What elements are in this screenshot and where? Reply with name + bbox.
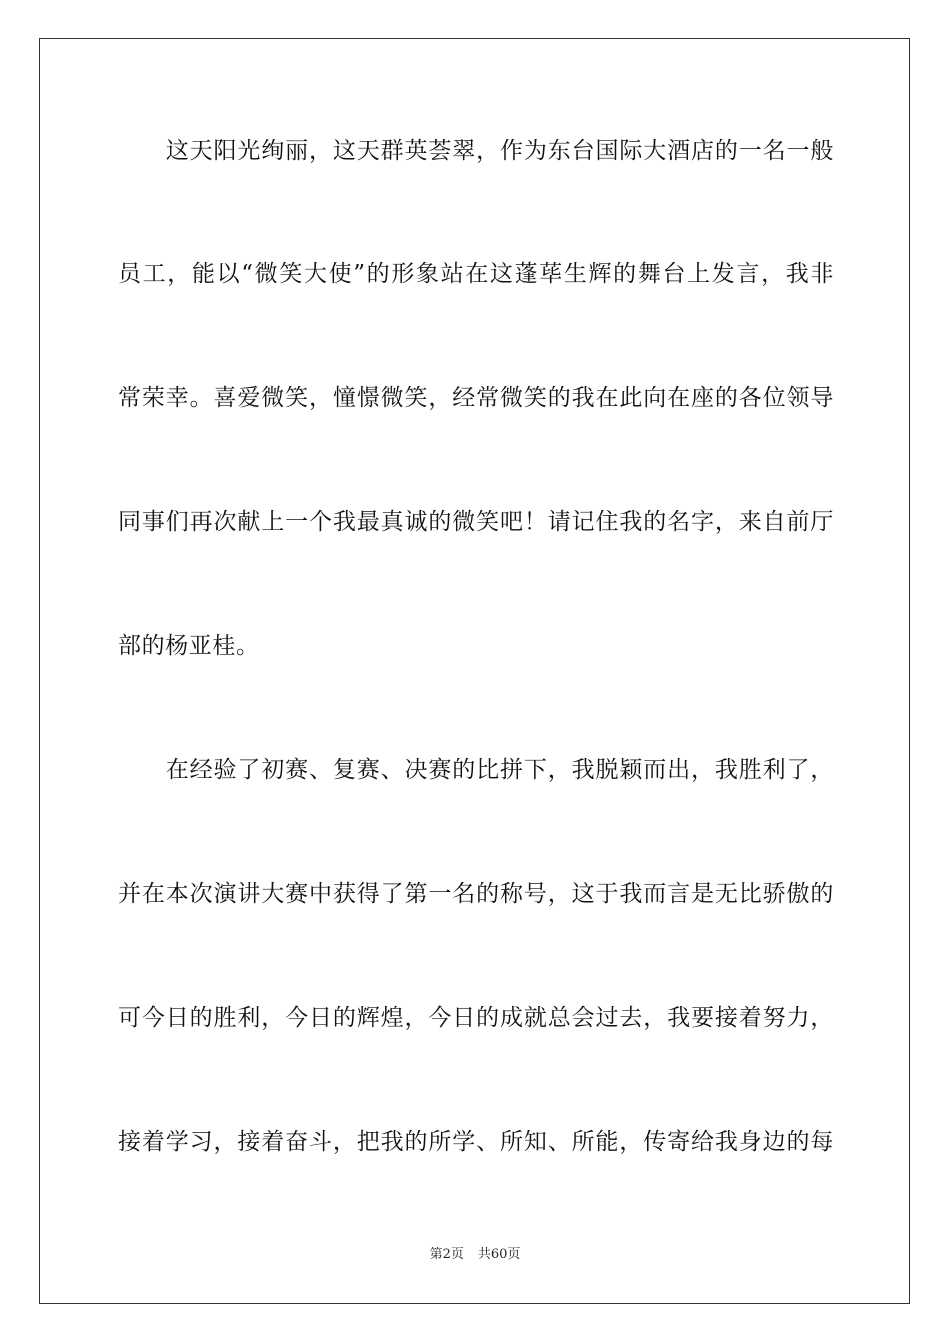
text-line-1: 这天阳光绚丽，这天群英荟翠，作为东台国际大酒店的一名一般 bbox=[118, 138, 834, 164]
text-line-2: 员工，能以“微笑大使”的形象站在这蓬荜生辉的舞台上发言，我非 bbox=[118, 261, 834, 287]
page-footer bbox=[0, 1247, 950, 1263]
text-line-8: 可今日的胜利，今日的辉煌，今日的成就总会过去，我要接着努力， bbox=[118, 1005, 834, 1031]
text-line-3: 常荣幸。喜爱微笑，憧憬微笑，经常微笑的我在此向在座的各位领导 bbox=[118, 385, 834, 411]
page-number: 第2页 bbox=[429, 1247, 464, 1262]
text-line-4: 同事们再次献上一个我最真诚的微笑吧！请记住我的名字，来自前厅 bbox=[118, 509, 834, 535]
text-line-6: 在经验了初赛、复赛、决赛的比拼下，我脱颖而出，我胜利了， bbox=[118, 757, 834, 783]
text-line-5: 部的杨亚桂。 bbox=[118, 633, 260, 659]
page-border bbox=[39, 38, 910, 1304]
text-line-9: 接着学习，接着奋斗，把我的所学、所知、所能，传寄给我身边的每 bbox=[118, 1129, 834, 1155]
page-total: 共60页 bbox=[477, 1247, 521, 1262]
text-line-7: 并在本次演讲大赛中获得了第一名的称号，这于我而言是无比骄傲的 bbox=[118, 881, 834, 907]
